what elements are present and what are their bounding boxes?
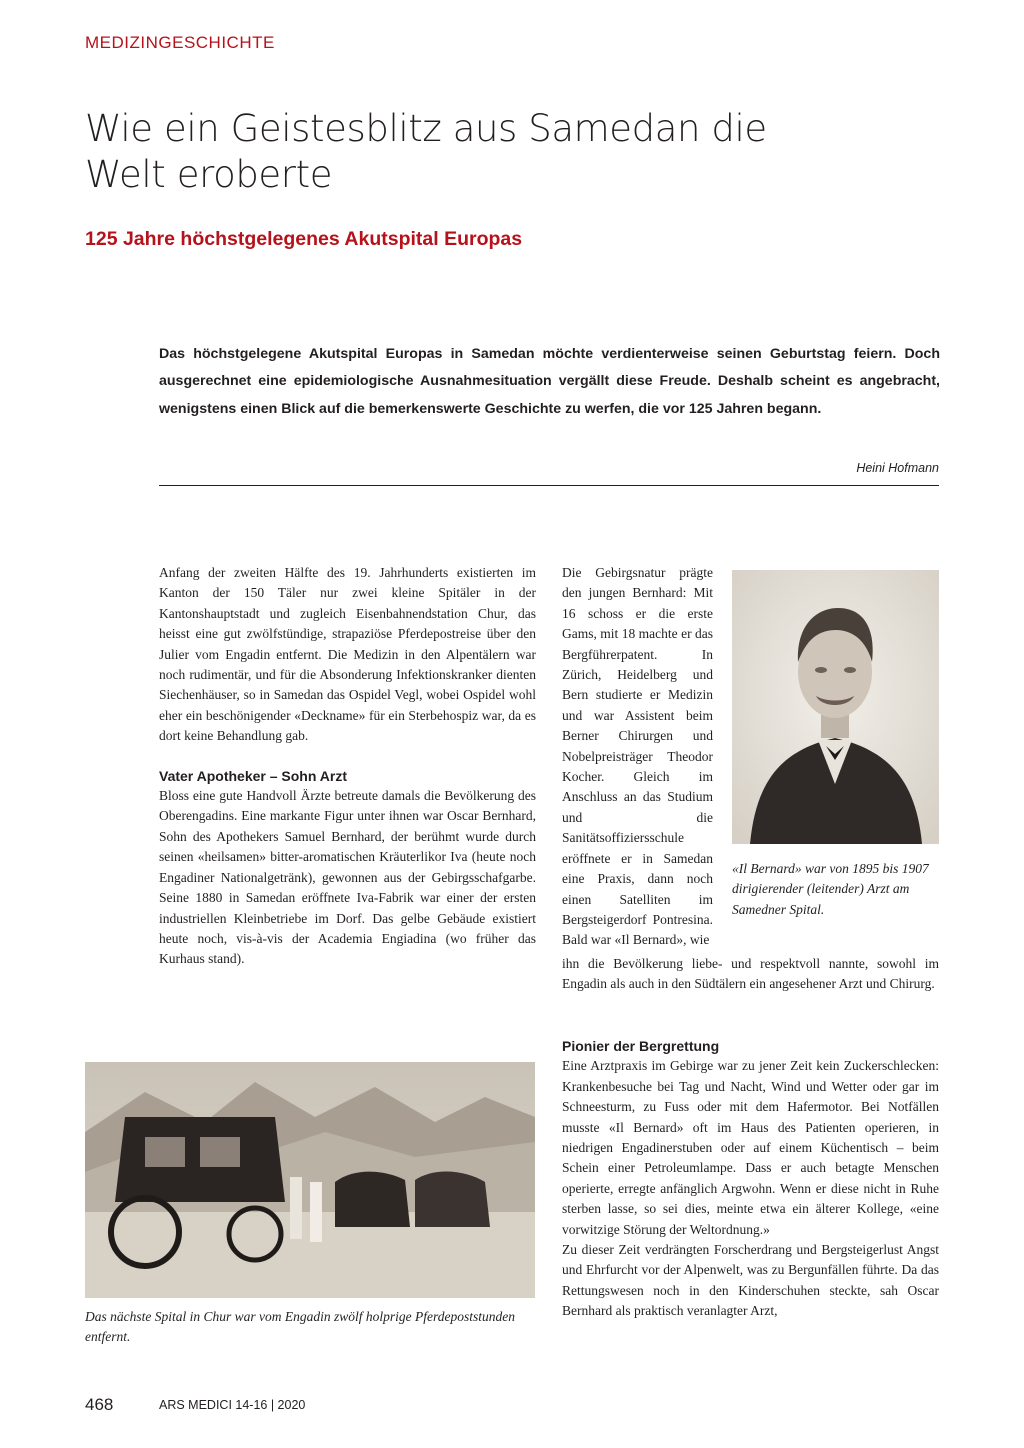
portrait-caption: «Il Bernard» war von 1895 bis 1907 dirigierender (leitender) Arzt am Samedner Spital. (732, 861, 929, 917)
journal-issue: ARS MEDICI 14-16 | 2020 (159, 1398, 306, 1412)
section-label: MEDIZINGESCHICHTE (85, 33, 275, 52)
lead-paragraph: Das höchstgelegene Akutspital Europas in Samedan möchte verdienterweise seinen Geburtstag feiern. Doch ausgerechnet eine epidemiologische Ausnahmesituation vergällt diese Freude. Deshalb scheint es angebracht, wenigstens einen Blick auf die bemerkenswerte Geschichte zu werfen, die vor 125 Jahren begann. (159, 346, 940, 417)
article-title: Wie ein Geistesblitz aus Samedan die Welt eroberte (85, 107, 767, 196)
lead-divider (159, 485, 939, 486)
section-heading: Pionier der Bergrettung (562, 1038, 720, 1054)
portrait-photo (732, 570, 939, 844)
body-paragraph: Bloss eine gute Handvoll Ärzte betreute damals die Bevölkerung des Oberengadins. Eine markante Figur unter ihnen war Oscar Bernhard, Sohn des Apothekers Samuel Bernhard, der berühmt wurde durch seinen «heilsamen» bitter-aromatischen Kräuterlikor Iva (heute noch Engadiner Nationalgetränk), gewonnen aus der Gebirgsschafgarbe. Seine 1880 in Samedan eröffnete Iva-Fabrik war einer der ersten industriellen Kleinbetriebe im Dorf. Das gelbe Gebäude existiert heute noch, vis-à-vis der Academia Engiadina (wo früher das Kurhaus stand). (159, 788, 536, 967)
column-right-wide (562, 954, 939, 995)
body-paragraph: Zu dieser Zeit verdrängten Forscherdrang und Bergsteigerlust Angst und Ehrfurcht vor der Alpenwelt, was zu Bergunfällen führte. Da das Rettungswesen noch in den Kinderschuhen steckte, sah Oscar Bernhard als praktisch veranlagter Arzt, (562, 1242, 939, 1319)
stagecoach-caption: Das nächste Spital in Chur war vom Engadin zwölf holprige Pferdepoststunden entfernt. (85, 1309, 515, 1345)
portrait-illustration (732, 570, 939, 844)
body-paragraph: ihn die Bevölkerung liebe- und respektvoll nannte, sowohl im Engadin als auch in den Südtälern ein angesehener Arzt und Chirurg. (562, 956, 939, 992)
stagecoach-illustration (85, 1062, 535, 1298)
page-number: 468 (85, 1395, 114, 1414)
article-subtitle: 125 Jahre höchstgelegenes Akutspital Europas (85, 228, 523, 250)
body-paragraph: Eine Arztpraxis im Gebirge war zu jener Zeit kein Zuckerschlecken: Krankenbesuche bei Tag und Nacht, Wind und Wetter oder gar im Schneesturm, zu Fuss oder mit dem Hafermotor. Bei Notfällen musste «Il Bernard» oft im Haus des Patienten operieren, in niedrigen Engadinerstuben oder auf einem Küchentisch – beim Schein einer Petroleumlampe. Dass er auch betagte Menschen operierte, erregte anfänglich Argwohn. Wenn er diese nicht in Ruhe sterben lasse, so sei dies, meinte etwa ein älterer Kollege, «eine vorwitzige Störung der Weltordnung.» (562, 1058, 939, 1237)
column-left (159, 563, 536, 970)
body-paragraph: Anfang der zweiten Hälfte des 19. Jahrhunderts existierten im Kanton der 150 Täler nur zwei kleine Spitäler in der Kantonshauptstadt und zugleich Eisenbahnendstation Chur, das heisst eine gut zwölfstündige, strapaziöse Pferdepostreise über den Julier vom Engadin entfernt. Die Medizin in den Alpentälern war noch rudimentär, und für die Absonderung Infektionskranker dienten Siechenhäuser, so in Samedan das Ospidel Vegl, wobei Ospidel wohl eher ein beschönigender «Deckname» für ein Sterbehospiz war, da es dort keine Behandlung gab. (159, 565, 536, 744)
column-right-lower (562, 1036, 939, 1322)
body-paragraph: Die Gebirgsnatur prägte den jungen Bernhard: Mit 16 schoss er die erste Gams, mit 18 machte er das Bergführerpatent. In Zürich, Heidelberg und Bern studierte er Medizin und war Assistent beim Berner Chirurgen und Nobelpreisträger Theodor Kocher. Gleich im Anschluss an das Studium und die Sanitätsoffiziersschule eröffnete er in Samedan eine Praxis, dann noch einen Satelliten im Bergsteigerdorf Pontresina. Bald war «Il Bernard», wie (562, 565, 713, 948)
stagecoach-photo (85, 1062, 535, 1298)
author-name: Heini Hofmann (856, 461, 939, 475)
section-heading: Vater Apotheker – Sohn Arzt (159, 767, 348, 784)
column-right-narrow (562, 563, 713, 951)
